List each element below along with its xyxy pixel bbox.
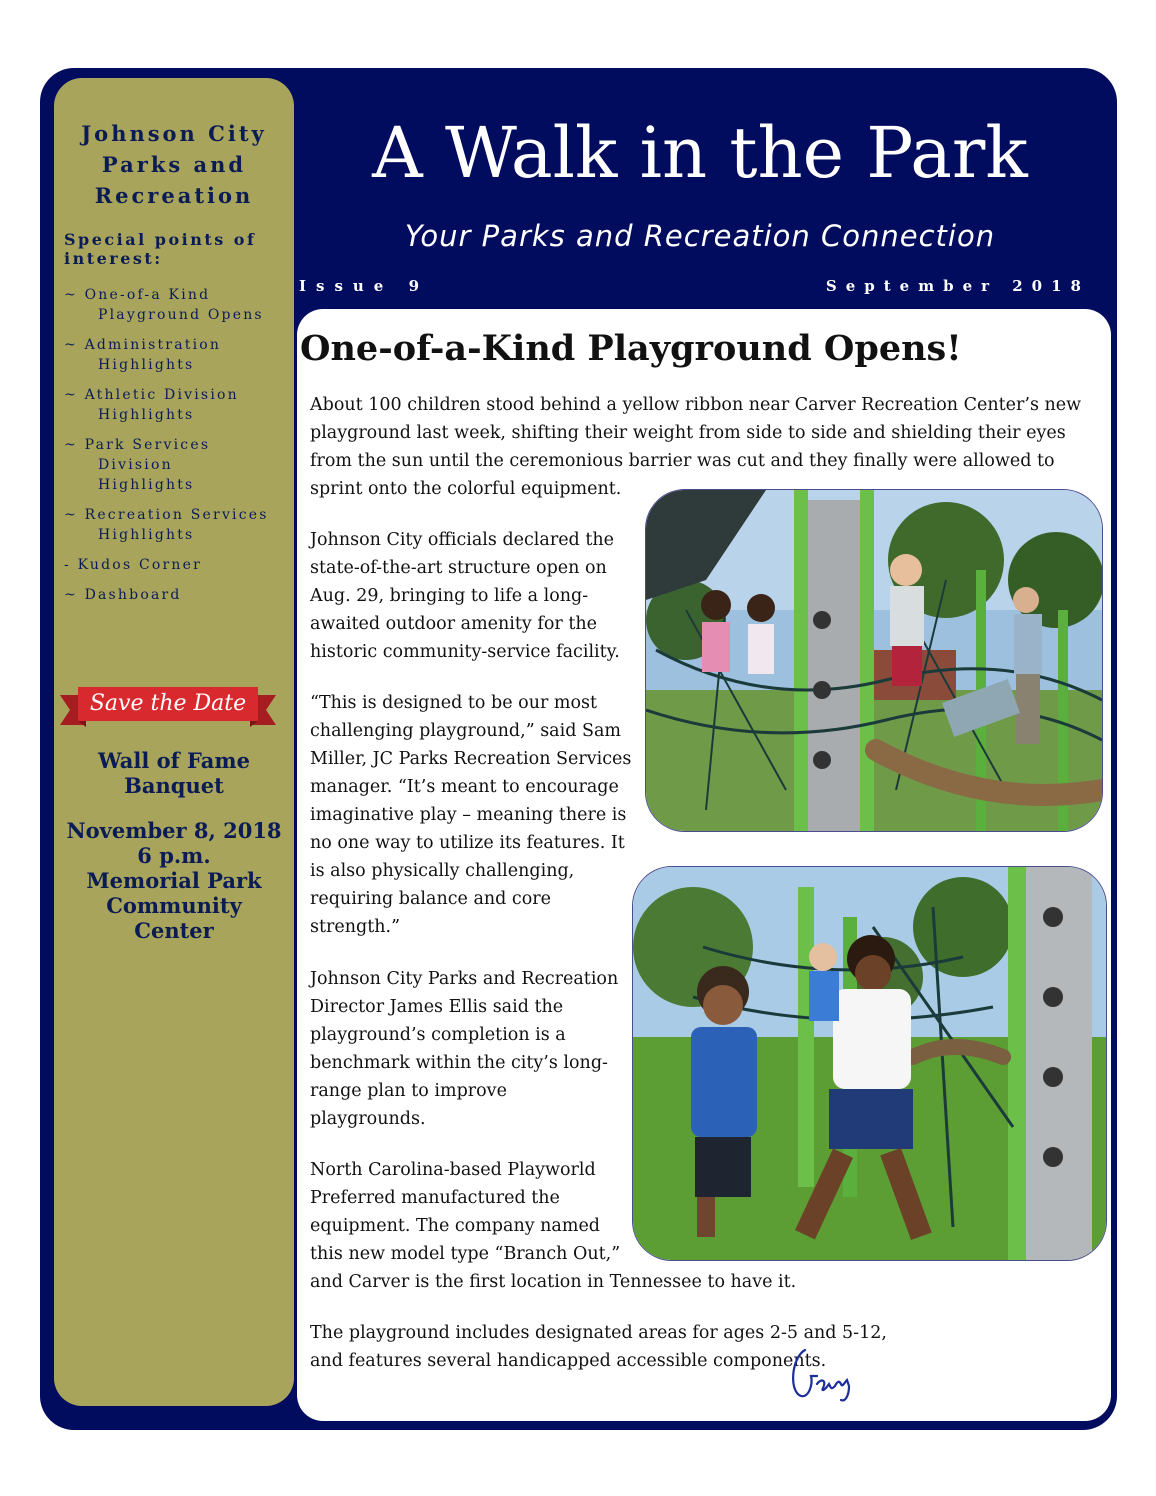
poi-recreation-services[interactable]: ~ Recreation Services Highlights	[64, 507, 269, 543]
event-location-line-2: Community	[106, 893, 242, 918]
signature-gary-icon	[787, 1340, 859, 1406]
poi-playground-opens[interactable]: ~ One-of-a Kind Playground Opens	[64, 287, 264, 323]
issue-number: Issue 9	[299, 277, 430, 295]
points-of-interest-title: Special points of interest:	[64, 230, 257, 268]
poi-park-services[interactable]: ~ Park Services Division Highlights	[64, 437, 211, 493]
playground-photo-2-illustration	[633, 867, 1106, 1260]
org-line-1: Johnson City	[81, 121, 267, 146]
event-details	[58, 748, 290, 943]
playground-photo-2	[632, 866, 1107, 1261]
issue-date: September 2018	[825, 277, 1090, 295]
event-name	[58, 748, 290, 798]
poi-athletic-division[interactable]: ~ Athletic Division Highlights	[64, 387, 239, 423]
newsletter-title: A Walk in the Park	[372, 112, 1028, 194]
poi-kudos-corner[interactable]: - Kudos Corner	[64, 557, 203, 573]
poi-dashboard[interactable]: ~ Dashboard	[64, 587, 182, 603]
save-the-date-text: Save the Date	[89, 691, 247, 716]
organization-name	[54, 118, 294, 211]
event-location-line-1: Memorial Park	[86, 868, 262, 893]
article-paragraph-4: Johnson City Parks and Recreation Director James Ellis said the playground’s completion is a benchmark within the city’s long-range plan to improve playgrounds.	[310, 969, 619, 1129]
article-paragraph-5-continued: and Carver is the first location in Tennessee to have it.	[310, 1272, 797, 1292]
org-line-2: Parks and	[101, 152, 247, 177]
event-name-line-1: Wall of Fame	[98, 748, 250, 773]
poi-administration[interactable]: ~ Administration Highlights	[64, 337, 222, 373]
points-of-interest-list	[64, 285, 290, 615]
event-time: 6 p.m.	[137, 843, 211, 868]
org-line-3: Recreation	[94, 183, 254, 208]
playground-photo-1	[645, 489, 1103, 832]
article-paragraph-3: “This is designed to be our most challenging playground,” said Sam Miller, JC Parks Recreation Services manager. “It’s meant to encourage imaginative play – meaning there is no one way to utilize its features. It is also physically challenging, requiring balance and core strength.”	[310, 693, 632, 937]
article-headline: One-of-a-Kind Playground Opens!	[300, 328, 962, 369]
article-paragraph-2: Johnson City officials declared the state-of-the-art structure open on Aug. 29, bringing to life a long-awaited outdoor amenity for the historic community-service facility.	[310, 530, 620, 662]
event-location-line-3: Center	[134, 918, 214, 943]
newsletter-subtitle: Your Parks and Recreation Connection	[404, 219, 996, 253]
playground-photo-1-illustration	[646, 490, 1102, 831]
article-paragraph-1: About 100 children stood behind a yellow ribbon near Carver Recreation Center’s new playground last week, shifting their weight from side to side and shielding their eyes from the sun until the ceremonious barrier was cut and they finally were allowed to sprint onto the colorful equipment.	[310, 395, 1082, 499]
event-name-line-2: Banquet	[124, 773, 224, 798]
event-date: November 8, 2018	[66, 818, 282, 843]
article-paragraph-5: North Carolina-based Playworld Preferred manufactured the equipment. The company named this new model type “Branch Out,”	[310, 1160, 621, 1264]
article-paragraph-6: The playground includes designated areas for ages 2-5 and 5-12, and features several handicapped accessible components.	[310, 1323, 887, 1371]
sidebar-panel	[54, 78, 294, 1406]
